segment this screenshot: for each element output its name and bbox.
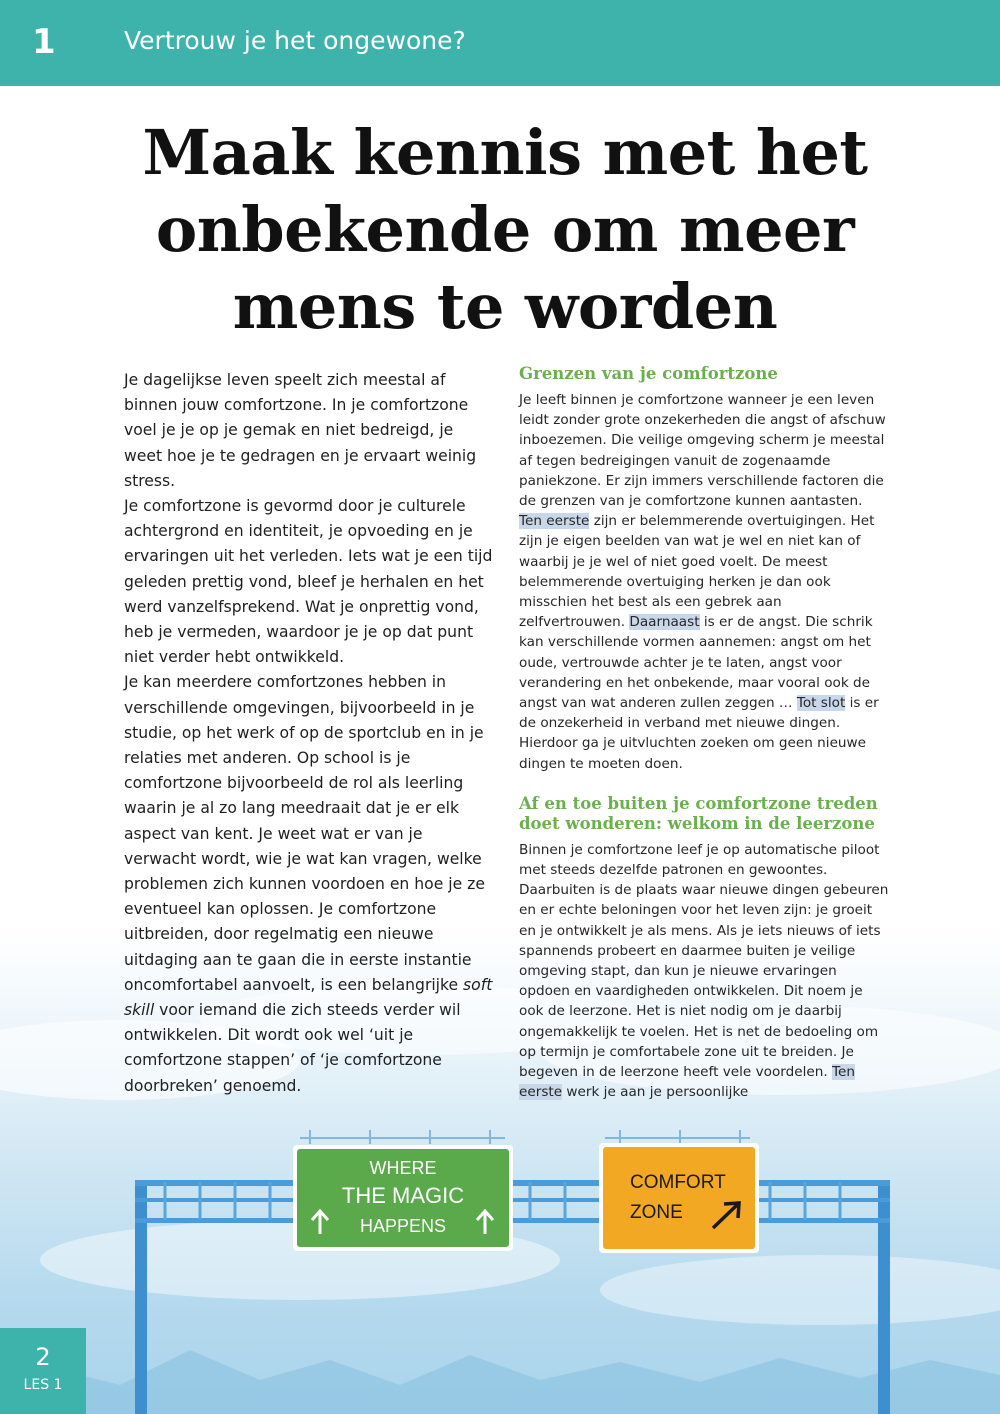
learning-zone-paragraph bbox=[519, 840, 889, 1103]
page-title: Maak kennis met het onbekende om meer mens te worden bbox=[142, 116, 868, 343]
right-text-column bbox=[519, 364, 889, 1103]
section-heading-learning-zone: Af en toe buiten je comfortzone treden doet wonderen: welkom in de leerzone bbox=[519, 793, 878, 833]
chapter-number: 1 bbox=[32, 22, 56, 62]
paragraph-text: is er de angst. Die schrik kan verschillende vormen aannemen: angst om het oude, vertrouwde achter je te laten, angst voor verandering en het onbekende, maar vooral ook de angst van wat anderen zullen zeggen … bbox=[519, 614, 873, 712]
highlight-marker: Ten eerste bbox=[519, 513, 590, 530]
highlight-marker: Tot slot bbox=[796, 695, 846, 712]
magic-sign bbox=[293, 1145, 513, 1251]
left-text-column bbox=[124, 368, 496, 1099]
page-number-box bbox=[0, 1328, 86, 1414]
sign-text: COMFORT bbox=[630, 1172, 726, 1193]
paragraph-text: is er de onzekerheid in verband met nieuwe dingen. Hierdoor ga je uitvluchten zoeken om geen nieuwe dingen te moeten doen. bbox=[519, 695, 879, 772]
multiple-zones-paragraph bbox=[124, 670, 496, 1098]
section-heading-boundaries: Grenzen van je comfortzone bbox=[519, 364, 778, 383]
sign-text: WHERE bbox=[369, 1158, 437, 1178]
origin-paragraph: Je comfortzone is gevormd door je culturele achtergrond en identiteit, je opvoeding en je ervaringen uit het verleden. Iets wat je een tijd geleden prettig vond, bleef je herhalen en het werd vanzelfsprekend. Wat je onprettig vond, heb je vermeden, waardoor je je op dat punt niet verder hebt ontwikkeld. bbox=[124, 497, 493, 667]
road-sign-gantry bbox=[0, 1120, 1000, 1414]
lesson-label: LES 1 bbox=[23, 1377, 63, 1393]
sign-text: HAPPENS bbox=[359, 1216, 447, 1236]
sign-text: ZONE bbox=[630, 1202, 683, 1223]
page-number: 2 bbox=[35, 1343, 51, 1371]
paragraph-text: Je leeft binnen je comfortzone wanneer je een leven leidt zonder grote onzekerheden die angst of afschuw inboezemen. Die veilige omgeving scherm je meestal af tegen bedreigingen vanuit de zogenaamde paniekzone. Er zijn immers verschillende factoren die de grenzen van je comfortzone kunnen aantasten. bbox=[519, 392, 886, 510]
highlight-marker: Ten eerste bbox=[519, 1064, 856, 1101]
paragraph-text: Binnen je comfortzone leef je op automatische piloot met steeds dezelfde patronen en gewoontes. Daarbuiten is de plaats waar nieuwe dingen gebeuren en er echte beloningen voor het leven zijn: je groeit en je ontwikkelt je als mens. Als je iets nieuws of iets spannends probeert en daarmee buiten je veilige omgeving stapt, dan kun je nieuwe ervaringen opdoen en vaardigheden ontwikkelen. Dit noem je ook de leerzone. Het is niet nodig om je daarbij ongemakkelijk te voelen. Het is net de bedoeling om op termijn je comfortabele zone uit te breiden. Je begeven in de leerzone heeft vele voordelen. bbox=[519, 841, 889, 1081]
boundaries-paragraph bbox=[519, 390, 889, 774]
soft-skill-emphasis: soft skill bbox=[124, 975, 493, 1020]
paragraph-text: zijn er belemmerende overtuigingen. Het zijn je eigen beelden van wat je wel en niet kan of waarbij je je wel of niet goed voelt. De meest belemmerende overtuiging herken je dan ook misschien het best als een gebrek aan zelfvertrouwen. bbox=[519, 513, 875, 631]
intro-paragraph: Je dagelijkse leven speelt zich meestal af binnen jouw comfortzone. In je comfortzone voel je je op je gemak en niet bedreigd, je weet hoe je te gedragen en je ervaart weinig stress. bbox=[124, 371, 477, 490]
highlight-marker: Daarnaast bbox=[629, 614, 700, 631]
paragraph-text: Je kan meerdere comfortzones hebben in verschillende omgevingen, bijvoorbeeld in je studie, op het werk of op de sportclub en in je relaties met anderen. Op school is je comfortzone bijvoorbeeld de rol als leerling waarin je al zo lang meedraait dat je er elk aspect van kent. Je weet wat er van je verwacht wordt, wie je wat kan vragen, welke problemen zich kunnen voordoen en hoe je ze eventueel kan oplossen. Je comfortzone uitbreiden, door regelmatig een nieuwe uitdaging aan te gaan die in eerste instantie oncomfortabel aanvoelt, is een belangrijke bbox=[124, 673, 485, 994]
chapter-title: Vertrouw je het ongewone? bbox=[124, 26, 466, 55]
paragraph-text: voor iemand die zich steeds verder wil ontwikkelen. Dit wordt ook wel ‘uit je comfortzone stappen’ of ‘je comfortzone doorbreken’ genoemd. bbox=[124, 1001, 461, 1095]
comfort-zone-sign bbox=[599, 1143, 759, 1253]
sign-text: THE MAGIC bbox=[341, 1183, 465, 1208]
paragraph-text: werk je aan je persoonlijke bbox=[562, 1084, 749, 1101]
